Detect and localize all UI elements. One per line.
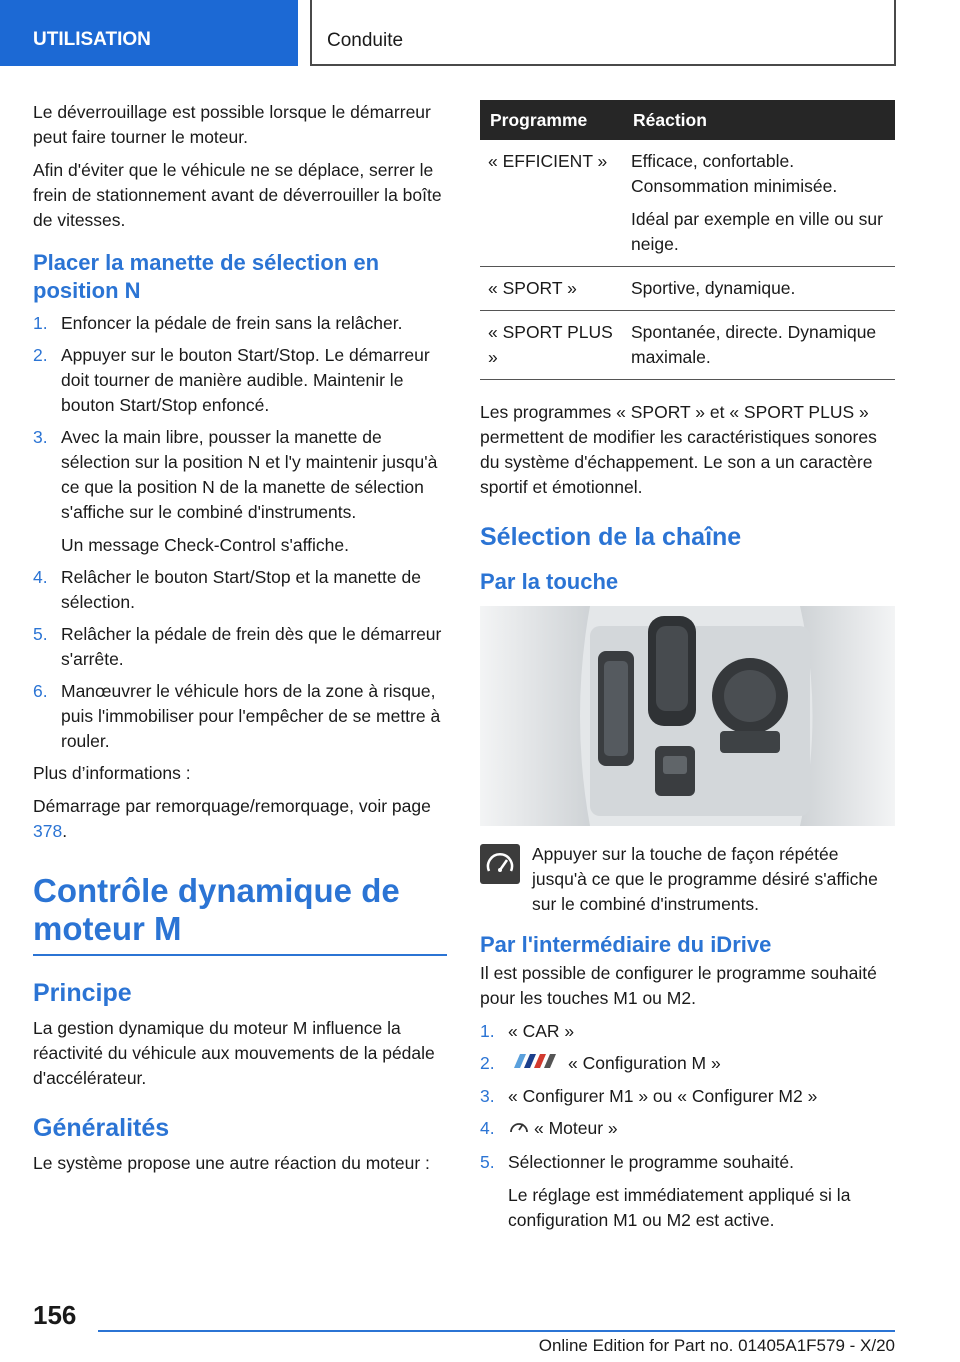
subsection-title: Conduite (327, 30, 404, 51)
paragraph-principe: La gestion dynamique du moteur M influence la réactivité du véhicule aux mouvements de la pédale d'accélérateur. (33, 1018, 435, 1088)
center-console-photo (480, 606, 895, 826)
list-item: 2. « Configuration M » (480, 1051, 895, 1077)
heading-par-touche: Par la touche (480, 569, 619, 594)
right-column (480, 100, 895, 1240)
center-console-illustration (480, 606, 895, 826)
list-item: 4. Relâcher le bouton Start/Stop et la manette de sélection. (33, 567, 421, 612)
paragraph-unlock: Le déverrouillage est possible lorsque le démarreur peut faire tourner le moteur. (33, 102, 431, 147)
step-note: Le réglage est immédiatement appliqué si la configuration M1 ou M2 est active. (508, 1184, 851, 1230)
column-header: Programme (480, 100, 623, 140)
section-tab[interactable]: UTILISATION (0, 0, 298, 66)
steps-idrive (480, 1019, 895, 1233)
program-cell: « EFFICIENT » (480, 140, 623, 267)
list-item: 5. Relâcher la pédale de frein dès que le démarreur s'arrête. (33, 624, 442, 669)
page-header (0, 0, 960, 66)
heading-selection: Sélection de la chaîne (480, 523, 742, 551)
footer-divider (98, 1330, 895, 1332)
left-column (33, 100, 447, 1184)
column-header: Réaction (623, 100, 895, 140)
reaction-cell: Spontanée, directe. Dynamique maximale. (623, 311, 895, 380)
drive-mode-button-icon (480, 844, 520, 884)
heading-idrive: Par l'intermédiaire du iDrive (480, 932, 772, 957)
edition-info: Online Edition for Part no. 01405A1F579 - X/20 (538, 1336, 895, 1355)
table-header-row (480, 100, 895, 140)
heading-position-n: Placer la manette de sélection en position N (33, 250, 380, 303)
list-item: 4. « Moteur » (480, 1116, 895, 1143)
program-table (480, 100, 895, 380)
list-item: 3. Avec la main libre, pousser la manette de sélection sur la position N et l'y maintenir jusqu'à ce que la position N de la manette de sélection s'affiche sur le combiné d'instruments. Un message Check-Control s'affiche. (33, 425, 447, 558)
cross-reference: Démarrage par remorquage/remorquage, voir page 378. (33, 796, 431, 841)
page-link[interactable]: 378 (33, 821, 63, 841)
steps-position-n (33, 311, 447, 754)
list-item: 1. « CAR » (480, 1021, 575, 1041)
list-item: 1. Enfoncer la pédale de frein sans la relâcher. (33, 313, 403, 333)
table-row (480, 267, 895, 311)
list-item: 3. « Configurer M1 » ou « Configurer M2 » (480, 1085, 818, 1106)
more-info-label: Plus d’informations : (33, 763, 191, 783)
table-row (480, 311, 895, 380)
table-row (480, 140, 895, 267)
mode-button-note: Appuyer sur la touche de façon répétée jusqu'à ce que le programme désiré s'affiche sur le combiné d'instruments. (480, 842, 895, 917)
m-stripes-icon (508, 1052, 564, 1077)
list-item: 5. Sélectionner le programme souhaité. Le réglage est immédiatement appliqué si la configuration M1 ou M2 est active. (480, 1150, 895, 1233)
program-cell: « SPORT PLUS » (480, 311, 623, 380)
page-number: 156 (33, 1300, 77, 1330)
list-item: 6. Manœuvrer le véhicule hors de la zone à risque, puis l'immobiliser pour l'empêcher de se mettre à rouler. (33, 681, 441, 751)
engine-gauge-icon (508, 1116, 530, 1143)
subsection-box (310, 0, 896, 66)
heading-mdrive: Contrôle dynamique de moteur M (33, 872, 447, 956)
paragraph-idrive: Il est possible de configurer le programme souhaité pour les touches M1 ou M2. (480, 963, 877, 1008)
paragraph-sport: Les programmes « SPORT » et « SPORT PLUS » permettent de modifier les caractéristiques sonores du système d'échappement. Le son a un caractère sportif et émotionnel. (480, 402, 877, 497)
program-cell: « SPORT » (480, 267, 623, 311)
heading-generalites: Généralités (33, 1114, 170, 1142)
reaction-cell: Efficace, confortable. Consommation minimisée. Idéal par exemple en ville ou sur neige. (623, 140, 895, 267)
step-note: Un message Check-Control s'affiche. (61, 535, 350, 555)
list-item: 2. Appuyer sur le bouton Start/Stop. Le démarreur doit tourner de manière audible. Maintenir le bouton Start/Stop enfoncé. (33, 345, 430, 415)
heading-principe: Principe (33, 979, 132, 1007)
paragraph-parking-brake: Afin d'éviter que le véhicule ne se déplace, serrer le frein de stationnement avant de déverrouiller la boîte de vitesses. (33, 160, 442, 230)
paragraph-generalites: Le système propose une autre réaction du moteur : (33, 1153, 430, 1173)
reaction-cell: Sportive, dynamique. (623, 267, 895, 311)
